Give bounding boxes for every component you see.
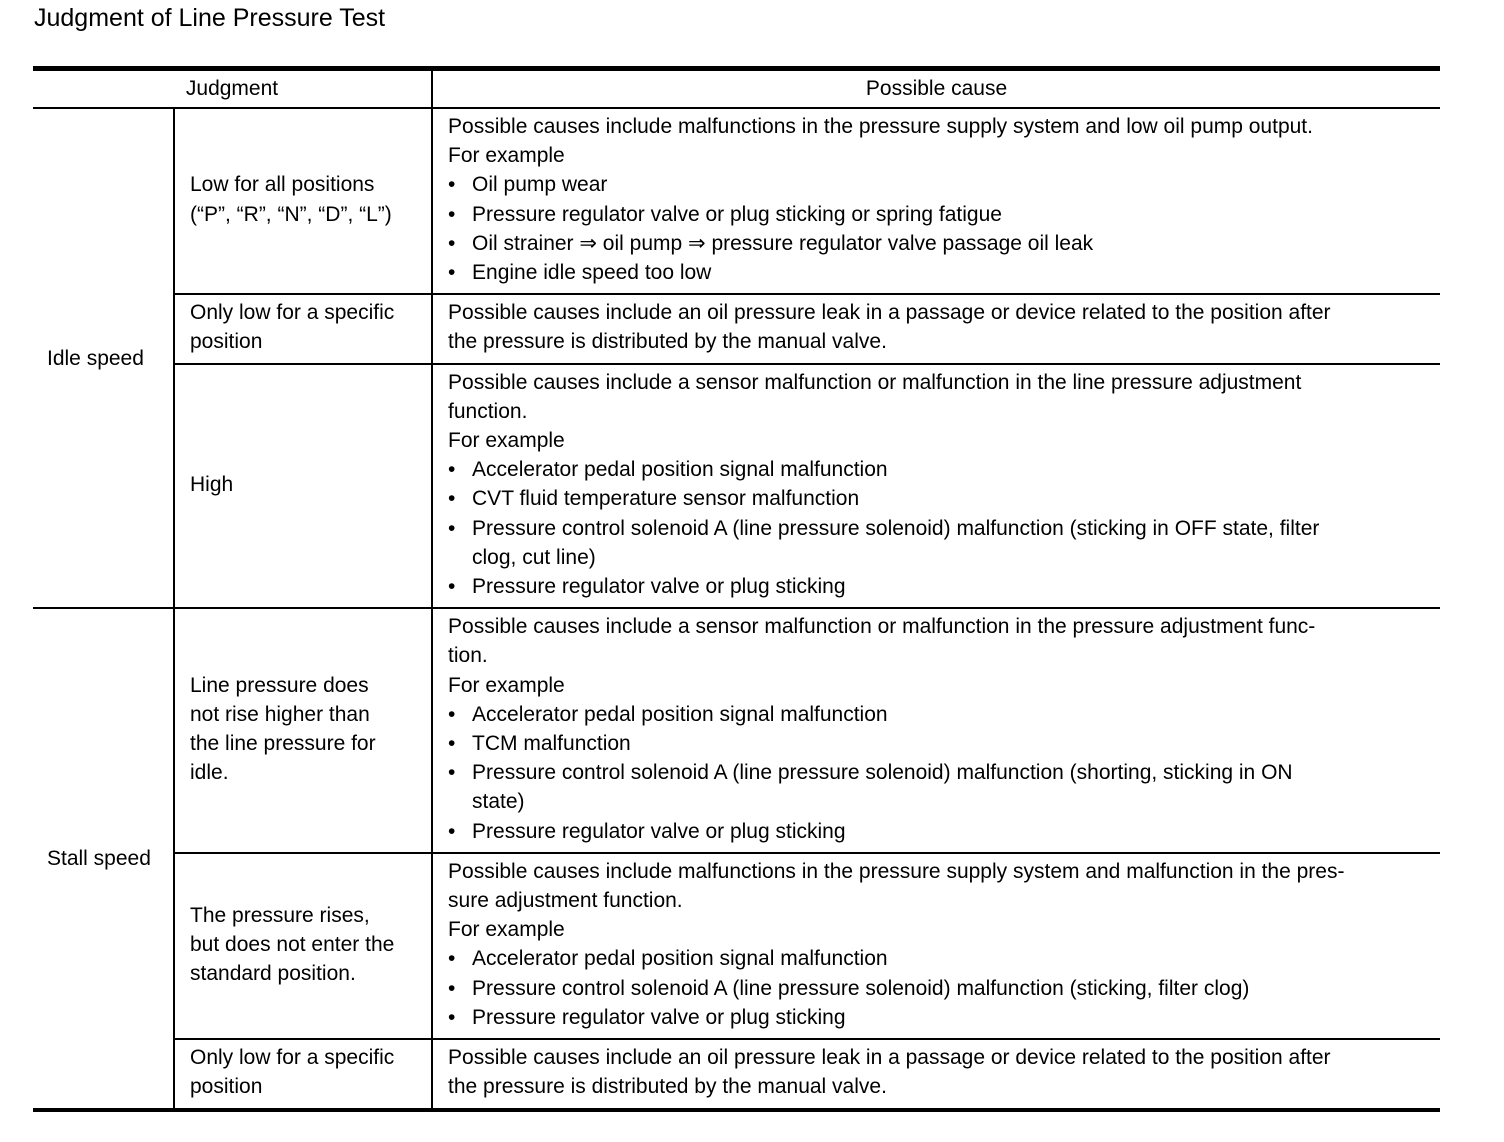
page-title: Judgment of Line Pressure Test xyxy=(34,4,386,32)
cause-list xyxy=(448,455,1434,601)
list-item xyxy=(448,729,1434,758)
cause-description: function. xyxy=(448,399,528,423)
judgment-text: Only low for a specific xyxy=(190,1046,395,1070)
judgment-cell xyxy=(174,294,432,363)
list-item xyxy=(448,572,1434,601)
judgment-text: Only low for a specific xyxy=(190,301,395,325)
judgment-cell xyxy=(174,1039,432,1109)
bullet-icon: • xyxy=(448,202,456,226)
cause-description: For example xyxy=(448,429,565,453)
possible-cause-cell xyxy=(432,364,1440,609)
table-row xyxy=(33,364,1440,609)
judgment-text: the line pressure for xyxy=(190,732,376,756)
possible-cause-cell xyxy=(432,294,1440,363)
judgment-text: (“P”, “R”, “N”, “D”, “L”) xyxy=(190,202,392,226)
cause-description: Possible causes include a sensor malfunction or malfunction in the line pressure adjustment xyxy=(448,370,1302,394)
judgment-text: idle. xyxy=(190,761,229,785)
list-item-text: Pressure regulator valve or plug sticking xyxy=(472,1005,846,1029)
table-row xyxy=(33,853,1440,1039)
bullet-icon: • xyxy=(448,516,456,540)
table-row xyxy=(33,608,1440,853)
list-item-text: Accelerator pedal position signal malfunction xyxy=(472,702,888,726)
cause-description: For example xyxy=(448,673,565,697)
cause-description: tion. xyxy=(448,644,488,668)
judgment-text: High xyxy=(190,472,234,496)
judgment-text: not rise higher than xyxy=(190,702,370,726)
judgment-text: Line pressure does xyxy=(190,673,369,697)
table-body xyxy=(33,108,1440,1110)
list-item-text: Oil pump wear xyxy=(472,173,608,197)
list-item xyxy=(448,700,1434,729)
list-item xyxy=(448,1003,1434,1032)
possible-cause-cell xyxy=(432,108,1440,294)
judgment-text: Low for all positions xyxy=(190,173,375,197)
list-item xyxy=(448,170,1434,199)
cause-list xyxy=(448,700,1434,846)
bullet-icon: • xyxy=(448,231,456,255)
list-item-text: Pressure regulator valve or plug sticking or spring fatigue xyxy=(472,202,1002,226)
table-row xyxy=(33,1039,1440,1109)
list-item-text: Engine idle speed too low xyxy=(472,261,712,285)
list-item-text: Pressure regulator valve or plug sticking xyxy=(472,575,846,599)
judgment-cell xyxy=(174,364,432,609)
cause-description: Possible causes include malfunctions in the pressure supply system and low oil pump output. xyxy=(448,115,1313,138)
bullet-icon: • xyxy=(448,261,456,285)
list-item-text: clog, cut line) xyxy=(472,545,596,569)
list-item xyxy=(448,817,1434,846)
line-pressure-judgment-table xyxy=(33,66,1440,1112)
cause-list xyxy=(448,170,1434,287)
judgment-cell xyxy=(174,608,432,853)
table-row xyxy=(33,108,1440,294)
list-item xyxy=(448,484,1434,513)
possible-cause-cell xyxy=(432,853,1440,1039)
list-item-text: Pressure regulator valve or plug sticking xyxy=(472,819,846,843)
list-item-text: Pressure control solenoid A (line pressure solenoid) malfunction (sticking, filter clog) xyxy=(472,976,1250,1000)
list-item xyxy=(448,944,1434,973)
judgment-text: position xyxy=(190,1075,263,1099)
bullet-icon: • xyxy=(448,575,456,599)
judgment-text: The pressure rises, xyxy=(190,903,370,927)
list-item-text: Pressure control solenoid A (line pressure solenoid) malfunction (shorting, sticking in ON xyxy=(472,761,1293,785)
cause-description: the pressure is distributed by the manual valve. xyxy=(448,330,887,354)
judgment-column-header: Judgment xyxy=(33,69,432,109)
bullet-icon: • xyxy=(448,458,456,482)
bullet-icon: • xyxy=(448,732,456,756)
list-item-text: TCM malfunction xyxy=(472,732,631,756)
cause-description: sure adjustment function. xyxy=(448,889,683,913)
list-item xyxy=(448,229,1434,258)
judgment-cell xyxy=(174,853,432,1039)
cause-description: Possible causes include a sensor malfunction or malfunction in the pressure adjustment func- xyxy=(448,615,1316,639)
bullet-icon: • xyxy=(448,1005,456,1029)
judgment-text: position xyxy=(190,330,263,354)
speed-group-label: Stall speed xyxy=(33,608,174,1109)
cause-description: Possible causes include an oil pressure leak in a passage or device related to the position after xyxy=(448,1046,1331,1070)
list-item-text: Accelerator pedal position signal malfunction xyxy=(472,947,888,971)
judgment-text: but does not enter the xyxy=(190,932,395,956)
list-item-text: state) xyxy=(472,790,525,814)
list-item xyxy=(448,514,1434,572)
judgment-text: standard position. xyxy=(190,962,356,986)
bullet-icon: • xyxy=(448,761,456,785)
list-item-text: CVT fluid temperature sensor malfunction xyxy=(472,487,860,511)
cause-list xyxy=(448,944,1434,1032)
judgment-cell xyxy=(174,108,432,294)
list-item xyxy=(448,974,1434,1003)
list-item-text: Oil strainer ⇒ oil pump ⇒ pressure regulator valve passage oil leak xyxy=(472,231,1094,255)
bullet-icon: • xyxy=(448,947,456,971)
bullet-icon: • xyxy=(448,702,456,726)
bullet-icon: • xyxy=(448,487,456,511)
speed-group-label: Idle speed xyxy=(33,108,174,608)
list-item-text: Accelerator pedal position signal malfunction xyxy=(472,458,888,482)
list-item xyxy=(448,200,1434,229)
list-item-text: Pressure control solenoid A (line pressure solenoid) malfunction (sticking in OFF state, filter xyxy=(472,516,1320,540)
cause-description: the pressure is distributed by the manual valve. xyxy=(448,1075,887,1099)
cause-description: For example xyxy=(448,918,565,942)
cause-description: Possible causes include malfunctions in the pressure supply system and malfunction in the pres- xyxy=(448,859,1345,883)
bullet-icon: • xyxy=(448,976,456,1000)
bullet-icon: • xyxy=(448,819,456,843)
table-row xyxy=(33,294,1440,363)
cause-description: For example xyxy=(448,144,565,168)
possible-cause-cell xyxy=(432,1039,1440,1109)
table-header-row xyxy=(33,69,1440,109)
bullet-icon: • xyxy=(448,173,456,197)
possible-cause-column-header: Possible cause xyxy=(432,69,1440,109)
list-item xyxy=(448,455,1434,484)
list-item xyxy=(448,758,1434,816)
possible-cause-cell xyxy=(432,608,1440,853)
list-item xyxy=(448,258,1434,287)
cause-description: Possible causes include an oil pressure leak in a passage or device related to the position after xyxy=(448,301,1331,325)
